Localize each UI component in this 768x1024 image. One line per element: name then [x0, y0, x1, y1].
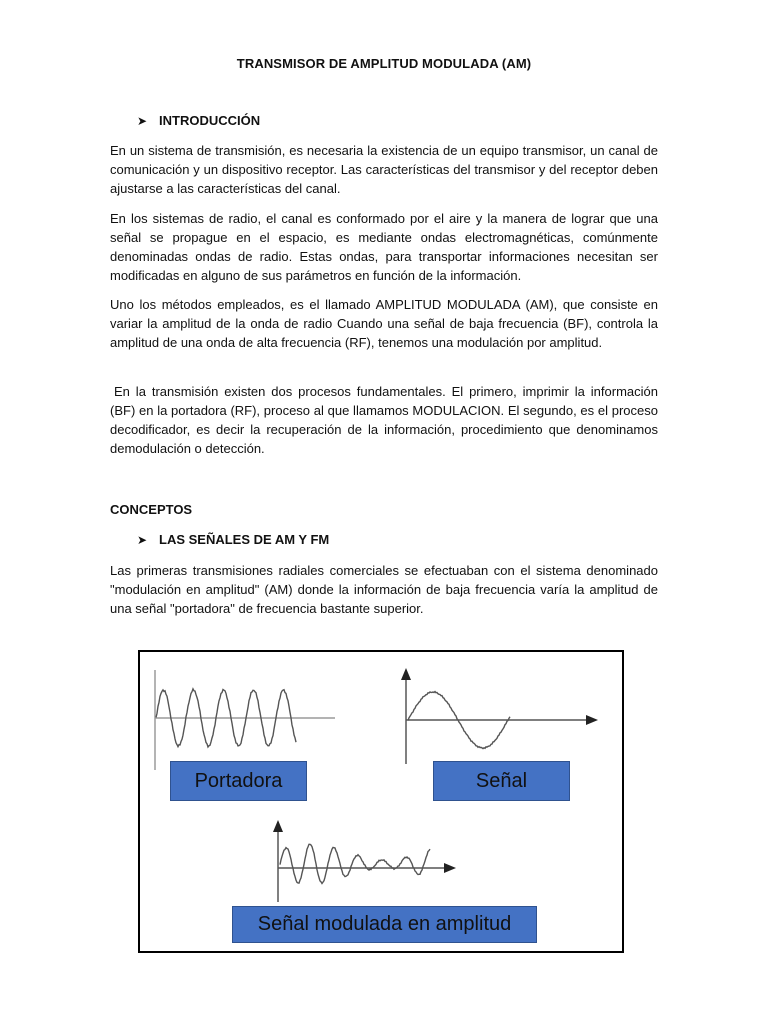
modulated-label: Señal modulada en amplitud [232, 906, 537, 943]
concepts-heading: CONCEPTOS [110, 502, 193, 517]
intro-paragraph-1: En un sistema de transmisión, es necesaria la existencia de un equipo transmisor, un canal de comunicación y un dispositivo receptor. Las características del transmisor y del receptor deben ajustarse a las características del canal. [110, 143, 658, 196]
modulated-wave [280, 844, 430, 883]
intro-heading [137, 113, 260, 128]
signal-x-axis-arrow-icon [586, 715, 598, 725]
signal-label: Señal [433, 761, 570, 801]
intro-paragraph-3: Uno los métodos empleados, es el llamado AMPLITUD MODULADA (AM), que consiste en variar la amplitud de la onda de radio Cuando una señal de baja frecuencia (BF), controla la amplitud de una onda de alta frecuencia (RF), tenemos una modulación por amplitud. [110, 297, 658, 350]
intro-paragraph-2: En los sistemas de radio, el canal es conformado por el aire y la manera de lograr que una señal se propague en el espacio, es mediante ondas electromagnéticas, comúnmente denominadas ondas de radio. Estas ondas, para transportar informaciones necesitan ser modificadas en alguno de sus parámetros en función de la información. [110, 211, 658, 283]
concepts-subheading-text: LAS SEÑALES DE AM Y FM [159, 532, 330, 547]
concepts-paragraph-1: Las primeras transmisiones radiales comerciales se efectuaban con el sistema denominado "modulación en amplitud" (AM) donde la información de baja frecuencia varía la amplitud de una señal "portadora" de frecuencia bastante superior. [110, 563, 658, 616]
intro-heading-text: INTRODUCCIÓN [159, 113, 261, 128]
carrier-label: Portadora [170, 761, 307, 801]
arrowhead-bullet-icon: ➤ [137, 113, 148, 128]
modulated-y-axis-arrow-icon [273, 820, 283, 832]
modulated-x-axis-arrow-icon [444, 863, 456, 873]
am-diagram [138, 650, 624, 953]
signal-y-axis-arrow-icon [401, 668, 411, 680]
arrowhead-bullet-icon: ➤ [137, 532, 148, 547]
page-title: TRANSMISOR DE AMPLITUD MODULADA (AM) [236, 56, 532, 71]
concepts-subheading [137, 532, 329, 547]
intro-paragraph-4: En la transmisión existen dos procesos fundamentales. El primero, imprimir la información (BF) en la portadora (RF), proceso al que llamamos MODULACION. El segundo, es el proceso decodificador, es decir la recuperación de la información, procedimiento que denominamos demodulación o detección. [110, 384, 658, 456]
